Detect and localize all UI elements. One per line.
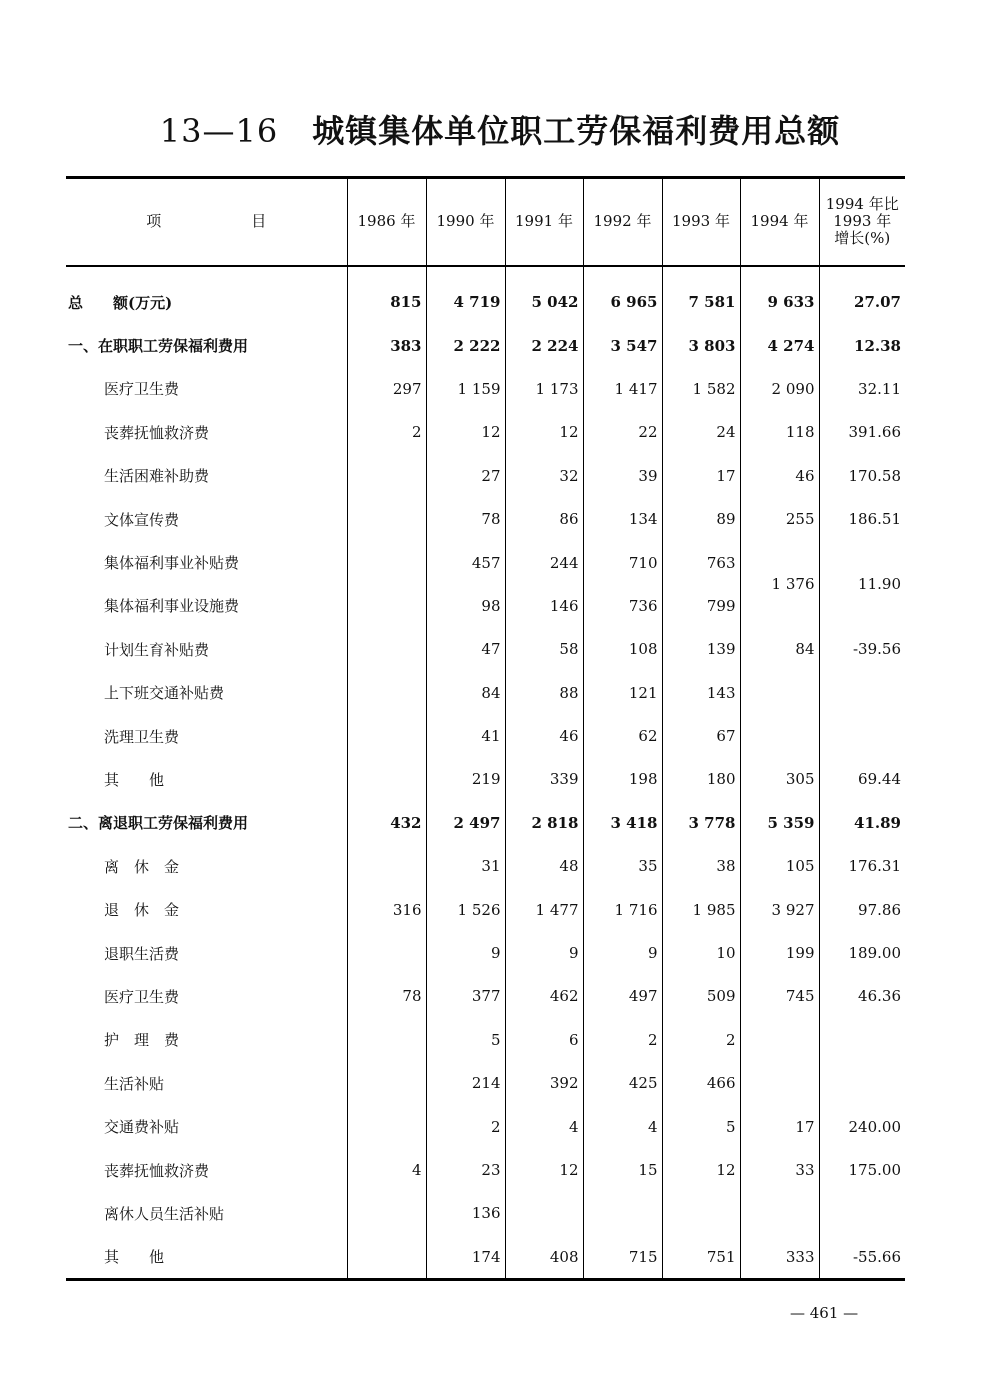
table-cell: 174 [426, 1235, 505, 1280]
table-cell: 6 [505, 1018, 583, 1061]
table-cell: 39 [583, 454, 662, 497]
table-cell: 186.51 [819, 497, 905, 540]
table-cell: 139 [662, 628, 740, 671]
table-row [66, 497, 905, 540]
table-cell [347, 1192, 426, 1235]
table-cell [347, 714, 426, 757]
table-cell: 47 [426, 628, 505, 671]
table-cell [740, 671, 819, 714]
table-cell: 41 [426, 714, 505, 757]
table-cell: 48 [505, 845, 583, 888]
table-cell: 199 [740, 931, 819, 974]
table-cell: 31 [426, 845, 505, 888]
row-label: 丧葬抚恤救济费 [104, 423, 210, 442]
table-cell: 67 [662, 714, 740, 757]
table-cell: 815 [347, 266, 426, 324]
table-cell: 240.00 [819, 1105, 905, 1148]
header-year: 1991 年 [505, 178, 583, 266]
table-cell: 35 [583, 845, 662, 888]
table-row [66, 845, 905, 888]
row-label: 丧葬抚恤救济费 [104, 1161, 210, 1180]
table-cell [347, 1235, 426, 1280]
table-row [66, 324, 905, 367]
table-cell: 255 [740, 497, 819, 540]
table-cell: 121 [583, 671, 662, 714]
table-cell [819, 671, 905, 714]
row-label: 离 休 金 [104, 857, 180, 876]
row-label: 上下班交通补贴费 [104, 684, 225, 703]
table-cell: 1 477 [505, 888, 583, 931]
page-number: — 461 — [790, 1304, 859, 1322]
header-year: 1992 年 [583, 178, 662, 266]
table-row [66, 758, 905, 801]
table-cell: 432 [347, 801, 426, 844]
table-cell: 4 [347, 1148, 426, 1191]
table-cell: 2 222 [426, 324, 505, 367]
table-cell: 745 [740, 975, 819, 1018]
table-cell: 316 [347, 888, 426, 931]
table-cell: 12 [505, 411, 583, 454]
table-cell: 143 [662, 671, 740, 714]
table-cell: 2 224 [505, 324, 583, 367]
header-row [66, 178, 905, 266]
table-cell: 12 [662, 1148, 740, 1191]
table-cell [347, 628, 426, 671]
table-cell: 4 719 [426, 266, 505, 324]
table-cell [819, 1192, 905, 1235]
table-row [66, 266, 905, 324]
table-cell [347, 931, 426, 974]
row-label: 生活补贴 [104, 1074, 165, 1093]
table-cell: 5 [662, 1105, 740, 1148]
table-cell: 305 [740, 758, 819, 801]
header-item: 项 目 [66, 178, 347, 266]
table-cell: 3 927 [740, 888, 819, 931]
table-number: 13—16 [159, 112, 279, 150]
table-cell [347, 845, 426, 888]
table-cell: 78 [347, 975, 426, 1018]
table-cell: 118 [740, 411, 819, 454]
page-title [0, 106, 1000, 152]
table-cell: 22 [583, 411, 662, 454]
table-cell: 3 803 [662, 324, 740, 367]
row-label: 一、在职职工劳保福利费用 [68, 337, 249, 356]
row-label: 计划生育补贴费 [104, 640, 210, 659]
table-cell: 41.89 [819, 801, 905, 844]
table-cell: 751 [662, 1235, 740, 1280]
table-cell: 391.66 [819, 411, 905, 454]
table-row [66, 931, 905, 974]
table-cell: 46.36 [819, 975, 905, 1018]
table-cell: 69.44 [819, 758, 905, 801]
table-row [66, 1192, 905, 1235]
table-cell [662, 1192, 740, 1235]
row-label: 医疗卫生费 [104, 380, 180, 399]
table-row [66, 1105, 905, 1148]
row-label: 二、离退职工劳保福利费用 [68, 814, 249, 833]
table-title: 城镇集体单位职工劳保福利费用总额 [312, 112, 841, 150]
row-label: 生活困难补助费 [104, 467, 210, 486]
table-cell: 33 [740, 1148, 819, 1191]
table-cell: 134 [583, 497, 662, 540]
table-cell [347, 497, 426, 540]
table-cell: 12.38 [819, 324, 905, 367]
table-cell: 377 [426, 975, 505, 1018]
table-cell: 89 [662, 497, 740, 540]
table-cell [347, 454, 426, 497]
row-label: 交通费补贴 [104, 1118, 180, 1137]
table-cell: 2 818 [505, 801, 583, 844]
table-cell: 32.11 [819, 367, 905, 410]
table-cell: 23 [426, 1148, 505, 1191]
table-cell [583, 1192, 662, 1235]
table-cell: 62 [583, 714, 662, 757]
table-cell: 5 042 [505, 266, 583, 324]
table-cell [740, 1062, 819, 1105]
table-row [66, 671, 905, 714]
row-label: 总 额(万元) [68, 293, 173, 312]
merged-growth-cell: 11.90 [819, 541, 905, 628]
row-label: 护 理 费 [104, 1031, 180, 1050]
table-cell: 180 [662, 758, 740, 801]
table-cell: 10 [662, 931, 740, 974]
table-cell: 214 [426, 1062, 505, 1105]
table-cell [819, 1062, 905, 1105]
table-cell: 4 [505, 1105, 583, 1148]
row-label: 洗理卫生费 [104, 727, 180, 746]
table-cell: 497 [583, 975, 662, 1018]
header-growth: 1994 年比 1993 年 增长(%) [819, 178, 905, 266]
table-cell: -39.56 [819, 628, 905, 671]
row-label: 退 休 金 [104, 901, 180, 920]
table-cell: 297 [347, 367, 426, 410]
table-cell: 9 633 [740, 266, 819, 324]
table-cell: 4 [583, 1105, 662, 1148]
header-year: 1990 年 [426, 178, 505, 266]
table-row [66, 628, 905, 671]
table-cell: 2 090 [740, 367, 819, 410]
table-cell: 333 [740, 1235, 819, 1280]
row-label: 文体宣传费 [104, 510, 180, 529]
table-cell: 58 [505, 628, 583, 671]
table-cell: 339 [505, 758, 583, 801]
table-cell: 12 [426, 411, 505, 454]
header-year: 1994 年 [740, 178, 819, 266]
table-cell: 1 985 [662, 888, 740, 931]
table-cell: 12 [505, 1148, 583, 1191]
table-cell: -55.66 [819, 1235, 905, 1280]
table-cell: 88 [505, 671, 583, 714]
table-cell: 383 [347, 324, 426, 367]
table-cell: 9 [583, 931, 662, 974]
table-cell: 46 [740, 454, 819, 497]
table-row [66, 1018, 905, 1061]
header-year: 1986 年 [347, 178, 426, 266]
table-cell: 46 [505, 714, 583, 757]
table-cell [347, 758, 426, 801]
row-label: 医疗卫生费 [104, 987, 180, 1006]
row-label: 离休人员生活补贴 [104, 1204, 225, 1223]
table-cell [819, 714, 905, 757]
row-label: 退职生活费 [104, 944, 180, 963]
table-cell: 7 581 [662, 266, 740, 324]
table-cell: 27.07 [819, 266, 905, 324]
table-row [66, 367, 905, 410]
table-cell: 1 582 [662, 367, 740, 410]
table-cell: 5 [426, 1018, 505, 1061]
table-row [66, 714, 905, 757]
table-cell: 170.58 [819, 454, 905, 497]
table-cell [740, 1018, 819, 1061]
table-cell: 105 [740, 845, 819, 888]
table-cell: 763 [662, 541, 740, 584]
table-cell: 27 [426, 454, 505, 497]
table-cell: 198 [583, 758, 662, 801]
table-cell: 425 [583, 1062, 662, 1105]
table-cell [347, 671, 426, 714]
table-cell: 136 [426, 1192, 505, 1235]
table-cell [740, 714, 819, 757]
table-cell [819, 1018, 905, 1061]
table-cell: 78 [426, 497, 505, 540]
table-row [66, 975, 905, 1018]
table-cell: 6 965 [583, 266, 662, 324]
table-row [66, 541, 905, 584]
table-cell: 176.31 [819, 845, 905, 888]
table-cell: 4 274 [740, 324, 819, 367]
row-label: 其 他 [104, 770, 165, 789]
table-cell: 457 [426, 541, 505, 584]
table-cell: 736 [583, 584, 662, 627]
table-row [66, 1148, 905, 1191]
table-cell: 17 [662, 454, 740, 497]
row-label: 集体福利事业设施费 [104, 597, 240, 616]
table-cell: 466 [662, 1062, 740, 1105]
table-cell: 175.00 [819, 1148, 905, 1191]
table-cell [347, 541, 426, 584]
table-cell: 108 [583, 628, 662, 671]
table-cell: 86 [505, 497, 583, 540]
table-cell: 24 [662, 411, 740, 454]
table-cell: 84 [740, 628, 819, 671]
table-row [66, 454, 905, 497]
table-cell: 2 [662, 1018, 740, 1061]
table-cell: 98 [426, 584, 505, 627]
table-cell: 509 [662, 975, 740, 1018]
table-cell: 244 [505, 541, 583, 584]
table-cell: 2 [583, 1018, 662, 1061]
table-cell: 97.86 [819, 888, 905, 931]
table-cell: 1 173 [505, 367, 583, 410]
table-cell: 2 [347, 411, 426, 454]
table-cell: 84 [426, 671, 505, 714]
merged-1994-cell: 1 376 [740, 541, 819, 628]
table-cell: 146 [505, 584, 583, 627]
table-cell: 408 [505, 1235, 583, 1280]
table-cell [347, 584, 426, 627]
header-year: 1993 年 [662, 178, 740, 266]
table-cell: 38 [662, 845, 740, 888]
table-cell: 219 [426, 758, 505, 801]
table-cell: 5 359 [740, 801, 819, 844]
table-cell: 1 159 [426, 367, 505, 410]
table-cell: 2 [426, 1105, 505, 1148]
table-cell [347, 1062, 426, 1105]
table-cell [505, 1192, 583, 1235]
table-cell: 799 [662, 584, 740, 627]
row-label: 集体福利事业补贴费 [104, 554, 240, 573]
table-row [66, 1235, 905, 1280]
table-row [66, 1062, 905, 1105]
table-cell: 1 716 [583, 888, 662, 931]
table-cell: 17 [740, 1105, 819, 1148]
table-cell: 2 497 [426, 801, 505, 844]
row-label: 其 他 [66, 1235, 347, 1280]
table-cell: 1 526 [426, 888, 505, 931]
table-cell: 462 [505, 975, 583, 1018]
table-cell: 1 417 [583, 367, 662, 410]
table-cell: 3 778 [662, 801, 740, 844]
table-cell: 3 547 [583, 324, 662, 367]
table-row [66, 888, 905, 931]
table-row [66, 411, 905, 454]
table-cell: 715 [583, 1235, 662, 1280]
table-cell [740, 1192, 819, 1235]
table-cell [347, 1105, 426, 1148]
table-cell: 15 [583, 1148, 662, 1191]
table-cell: 9 [426, 931, 505, 974]
table-cell: 710 [583, 541, 662, 584]
table-cell: 189.00 [819, 931, 905, 974]
table-cell: 9 [505, 931, 583, 974]
table-cell: 32 [505, 454, 583, 497]
table-cell: 392 [505, 1062, 583, 1105]
table-row [66, 801, 905, 844]
table-cell [347, 1018, 426, 1061]
table-cell: 3 418 [583, 801, 662, 844]
data-table [66, 176, 905, 1281]
